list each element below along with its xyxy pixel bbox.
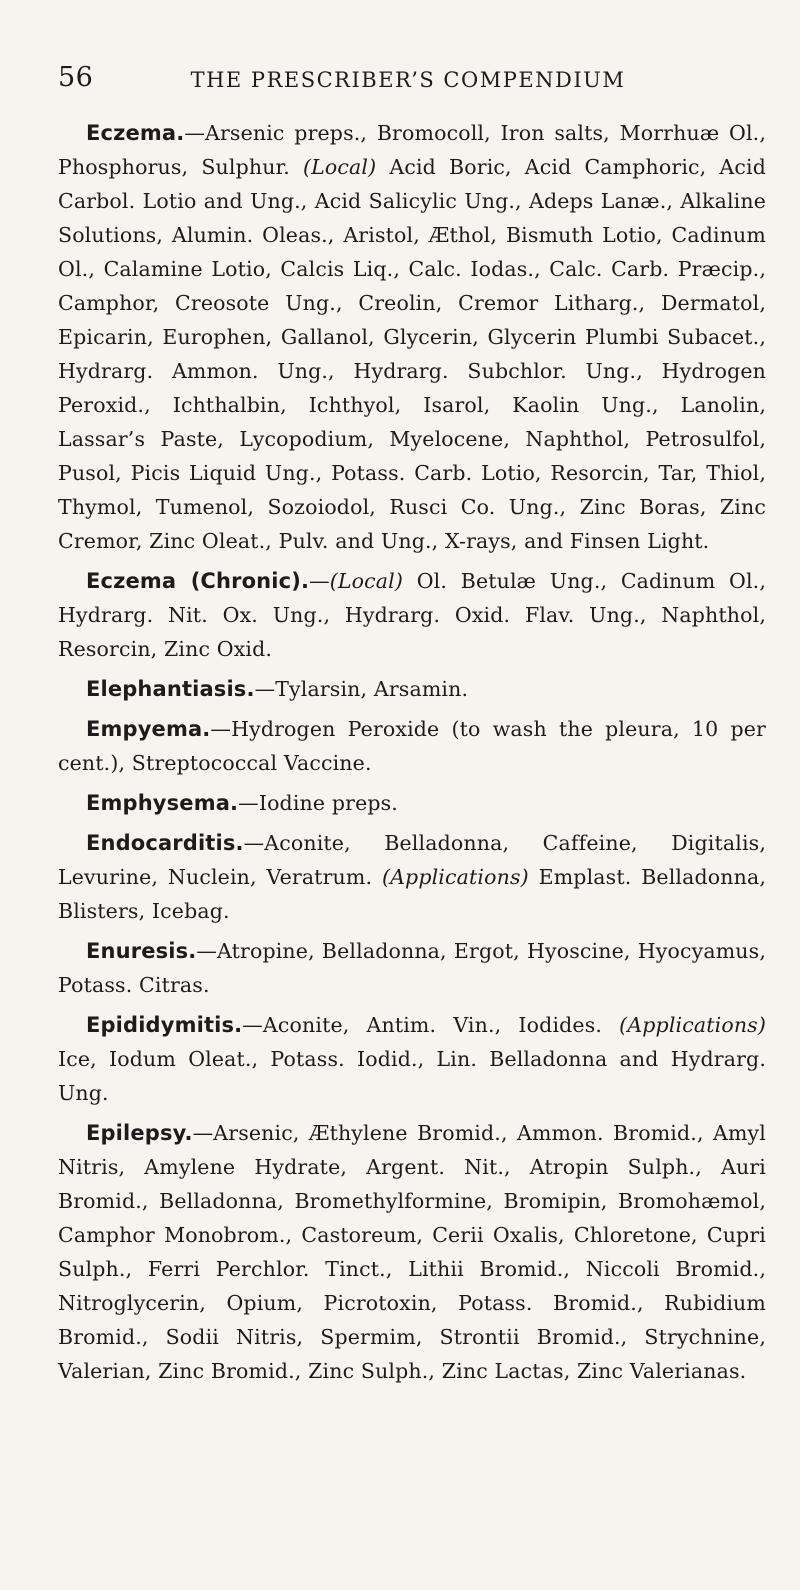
entry-text: —Tylarsin, Arsamin. xyxy=(254,677,469,701)
entry-text: — xyxy=(309,569,330,593)
entry-term: Epilepsy. xyxy=(86,1121,193,1145)
entry-text: —Atropine, Belladonna, Ergot, Hyoscine, Hyocyamus, Potass. Citras. xyxy=(58,939,766,997)
entry xyxy=(58,934,766,1002)
entry-term: Epididymitis. xyxy=(86,1013,243,1037)
entry-term: Enuresis. xyxy=(86,939,197,963)
entry xyxy=(58,786,766,820)
entry-text: —Aconite, Belladonna, Caffeine, Digitalis, Levurine, Nuclein, Veratrum. xyxy=(58,831,766,889)
entry xyxy=(58,712,766,780)
entry xyxy=(58,1008,766,1110)
entry-text: —Arsenic, Æthylene Bromid., Ammon. Bromid., Amyl Nitris, Amylene Hydrate, Argent. Nit., Atropin Sulph., Auri Bromid., Belladonna, Bromethylformine, Bromipin, Bromohæmol, Camphor Monobrom., Castoreum, Cerii Oxalis, Chloretone, Cupri Sulph., Ferri Perchlor. Tinct., Lithii Bromid., Niccoli Bromid., Nitroglycerin, Opium, Picrotoxin, Potass. Bromid., Rubidium Bromid., Sodii Nitris, Spermim, Strontii Bromid., Strychnine, Valerian, Zinc Bromid., Zinc Sulph., Zinc Lactas, Zinc Valerianas. xyxy=(58,1121,766,1383)
entries-list xyxy=(58,116,766,1394)
page-header xyxy=(58,62,758,102)
entry-text: Acid Boric, Acid Camphoric, Acid Carbol. Lotio and Ung., Acid Salicylic Ung., Adeps Lanæ., Alkaline Solutions, Alumin. Oleas., Aristol, Æthol, Bismuth Lotio, Cadinum Ol., Calamine Lotio, Calcis Liq., Calc. Iodas., Calc. Carb. Præcip., Camphor, Creosote Ung., Creolin, Cremor Litharg., Dermatol, Epicarin, Europhen, Gallanol, Glycerin, Glycerin Plumbi Subacet., Hydrarg. Ammon. Ung., Hydrarg. Subchlor. Ung., Hydrogen Peroxid., Ichthalbin, Ichthyol, Isarol, Kaolin Ung., Lanolin, Lassar’s Paste, Lycopodium, Myelocene, Naphthol, Petrosulfol, Pusol, Picis Liquid Ung., Potass. Carb. Lotio, Resorcin, Tar, Thiol, Thymol, Tumenol, Sozoiodol, Rusci Co. Ung., Zinc Boras, Zinc Cremor, Zinc Oleat., Pulv. and Ung., X-rays, and Finsen Light. xyxy=(58,155,766,553)
entry-term: Eczema. xyxy=(86,121,185,145)
entry xyxy=(58,826,766,928)
entry-term: Eczema (Chronic). xyxy=(86,569,310,593)
entry xyxy=(58,1116,766,1388)
entry xyxy=(58,672,766,706)
entry-text: —Hydrogen Peroxide (to wash the pleura, 10 per cent.), Streptococcal Vaccine. xyxy=(58,717,766,775)
entry-term: Emphysema. xyxy=(86,791,239,815)
entry-text: Emplast. Belladonna, Blisters, Icebag. xyxy=(58,865,766,923)
entry xyxy=(58,116,766,558)
entry-label: (Local) xyxy=(329,569,404,593)
entry-term: Elephantiasis. xyxy=(86,677,255,701)
entry-text: Ice, Iodum Oleat., Potass. Iodid., Lin. Belladonna and Hydrarg. Ung. xyxy=(58,1047,766,1105)
entry-label: (Local) xyxy=(303,155,377,179)
entry xyxy=(58,564,766,666)
entry-text: —Iodine preps. xyxy=(238,791,398,815)
running-title: THE PRESCRIBER’S COMPENDIUM xyxy=(190,68,626,92)
entry-label: (Applications) xyxy=(619,1013,766,1037)
entry-label: (Applications) xyxy=(381,865,529,889)
entry-term: Endocarditis. xyxy=(86,831,244,855)
page-number: 56 xyxy=(58,62,94,93)
entry-text: —Aconite, Antim. Vin., Iodides. xyxy=(242,1013,620,1037)
entry-text: Ol. Betulæ Ung., Cadinum Ol., Hydrarg. Nit. Ox. Ung., Hydrarg. Oxid. Flav. Ung., Naphthol, Resorcin, Zinc Oxid. xyxy=(58,569,766,661)
entry-term: Empyema. xyxy=(86,717,211,741)
entry-text: —Arsenic preps., Bromocoll, Iron salts, Morrhuæ Ol., Phosphorus, Sulphur. xyxy=(58,121,766,179)
